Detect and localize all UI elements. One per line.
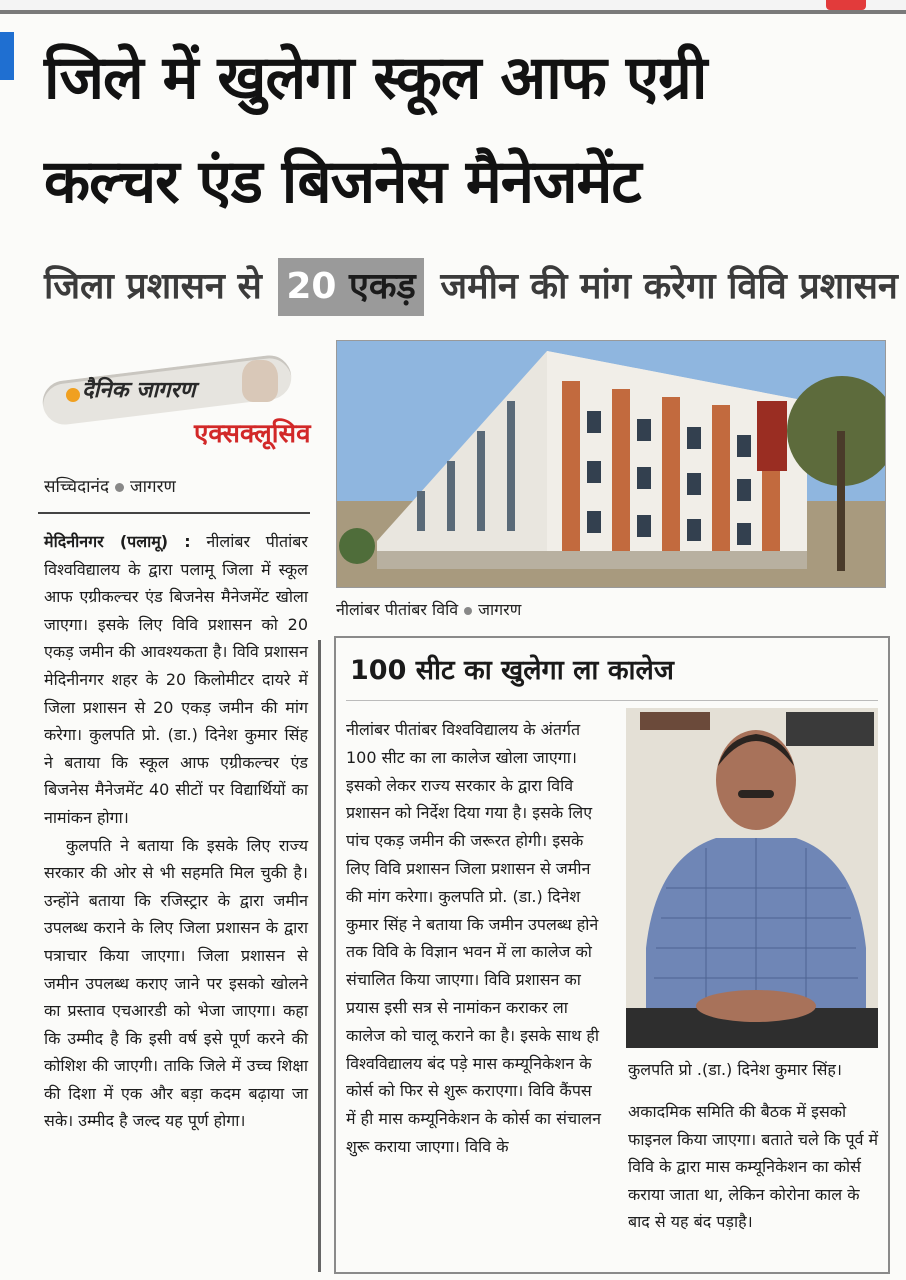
box-title-divider [346,700,878,701]
article-para-2: कुलपति ने बताया कि इसके लिए राज्य सरकार की ओर से भी सहमति मिल चुकी है। उन्होंने बताया कि रजिस्ट्रार के द्वारा जमीन उपलब्ध कराने के लिए जिला प्रशासन के द्वारा पत्राचार किया जाएगा। जिला प्रशासन से जमीन उपलब्ध कराए जाने पर इसको खोलने का प्रस्ताव एचआरडी को भेजा जाएगा। कहा कि उम्मीद है कि इसी वर्ष इसे पूर्ण करने की कोशिश की जाएगी। ताकि जिले में उच्च शिक्षा की दिशा में एक और बड़ा कदम बढ़ाया जा सके। उम्मीद है जल्द यह पूर्ण होगा। [44,835,308,1131]
headline-line-2: कल्चर एंड बिजनेस मैनेजमेंट [44,147,641,217]
box-body-continued: अकादमिक समिति की बैठक में इसको फाइनल किया जाएगा। बताते चले कि पूर्व में विवि के द्वारा मास कम्यूनिकेशन का कोर्स कराया जाता था, लेकिन कोरोना काल के बाद से यह बंद पड़ाहै। [628,1102,879,1232]
column-divider [318,640,321,1272]
photo-caption-text: नीलांबर पीतांबर विवि [336,600,459,619]
highlight-unit: एकड़ [348,266,416,307]
highlight-number: 20 [286,266,337,307]
sun-icon [66,388,80,402]
headline [44,26,894,234]
portrait-thumb-icon [242,360,278,402]
exclusive-logo [36,352,312,456]
article-body [44,528,308,1135]
byline [44,474,176,497]
bullet-icon [115,483,124,492]
box-title: 100 सीट का खुलेगा ला कालेज [350,655,674,686]
photo-caption [336,598,521,620]
portrait-caption: कुलपति प्रो .(डा.) दिनेश कुमार सिंह। [628,1060,842,1079]
byline-source: जागरण [130,477,176,497]
photo-caption-source: जागरण [478,600,522,619]
dateline: मेदिनीनगर (पलामू) : [44,532,191,551]
subheadline-after: जमीन की मांग करेगा विवि प्रशासन [440,266,898,307]
subheadline [44,258,898,320]
para-1-text: नीलांबर पीतांबर विश्वविद्यालय के द्वारा पलामू जिला में स्कूल आफ एग्रीकल्चर एंड बिजनेस मैनेजमेंट खोला जाएगा। इसके लिए विवि प्रशासन को 20 एकड़ जमीन की आवश्यकता है। विवि प्रशासन मेदिनीनगर शहर के 20 किलोमीटर दायरे में जिला प्रशासन से 20 एकड़ जमीन की मांग करेगा। कुलपति प्रो. (डा.) दिनेश कुमार सिंह ने बताया कि स्कूल आफ एग्रीकल्चर एंड बिजनेस मैनेजमेंट 40 सीटों पर विद्यार्थियों का नामांकन होगा। [44,532,308,827]
byline-author: सच्चिदानंद [44,477,109,497]
accent-bar [0,32,14,80]
page-corner-mark [826,0,866,10]
box-body: नीलांबर पीतांबर विश्वविद्यालय के अंतर्गत 100 सीट का ला कालेज खोला जाएगा। इसको लेकर राज्य सरकार के द्वारा विवि प्रशासन को निर्देश दिया गया है। इसके लिए पांच एकड़ जमीन की जरूरत होगी। इसके लिए विवि प्रशासन जिला प्रशासन से जमीन की मांग करेगा। कुलपति प्रो. (डा.) दिनेश कुमार सिंह ने बताया कि जमीन उपलब्ध होने तक विवि के विज्ञान भवन में ला कालेज को संचालित किया जाएगा। विवि प्रशासन का प्रयास इसी सत्र से नामांकन कराकर ला कालेज को चालू कराने का है। इसके साथ ही विश्वविद्यालय बंद पड़े मास कम्यूनिकेशन के कोर्स को फिर से शुरू कराएगा। विवि कैंपस में ही मास कम्यूनिकेशन के कोर्स का संचालन शुरू कराया जाएगा। विवि के [346,720,601,1156]
bullet-icon [464,607,472,615]
article-para-1 [44,528,308,832]
logo-brand: दैनिक जागरण [82,378,196,403]
subheadline-highlight [278,258,423,316]
byline-divider [38,512,310,514]
vice-chancellor-photo [626,708,878,1048]
building-image [337,341,886,588]
top-border [0,0,906,14]
portrait-image [626,708,878,1048]
university-building-photo [336,340,886,588]
headline-line-1: जिले में खुलेगा स्कूल आफ एग्री [44,43,707,113]
logo-tag: एक्सक्लूसिव [194,419,311,449]
subheadline-before: जिला प्रशासन से [44,266,262,307]
